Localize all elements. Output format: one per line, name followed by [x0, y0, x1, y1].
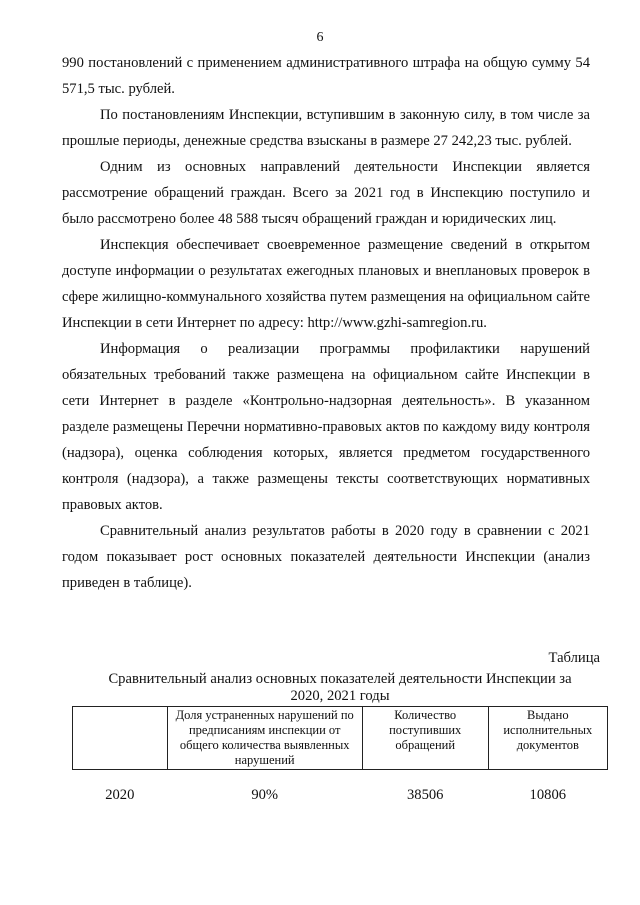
- table-cell-year: 2020: [105, 787, 135, 803]
- page-number: 6: [316, 30, 324, 45]
- table-header-executive-documents: Выдано исполнительных документов: [488, 707, 607, 770]
- paragraph-citizen-appeals: Одним из основных направлений деятельности Инспекции является рассмотрение обращений граждан. Всего за 2021 год в Инспекцию поступило и было рассмотрено более 48 588 тысяч обращений граждан и юридических лиц.: [62, 159, 590, 227]
- table-caption-line1: Сравнительный анализ основных показателей деятельности Инспекции за: [108, 671, 572, 687]
- table-cell-executive-documents: 10806: [529, 787, 567, 803]
- table-header-eliminated-share: Доля устраненных нарушений по предписаниям инспекции от общего количества выявленных нарушений: [167, 707, 362, 770]
- paragraph-publication: Инспекция обеспечивает своевременное размещение сведений в открытом доступе информации о результатах ежегодных плановых и внеплановых проверок в сфере жилищно-коммунального хозяйства путем размещения на официальном сайте Инспекции в сети Интернет по адресу: http://www.gzhi-samregion.ru.: [62, 237, 590, 331]
- table-row: [73, 770, 608, 805]
- table-label: Таблица: [548, 650, 600, 666]
- table-header-year: [73, 707, 168, 770]
- table-header-row: [73, 707, 608, 770]
- table-caption-line2: 2020, 2021 годы: [290, 688, 390, 704]
- comparison-table: [72, 706, 608, 804]
- paragraph-fines: 990 постановлений с применением административного штрафа на общую сумму 54 571,5 тыс. рублей.: [62, 55, 590, 97]
- table-cell-appeals: 38506: [406, 787, 444, 803]
- document-body: [62, 50, 590, 596]
- paragraph-prevention-program: Информация о реализации программы профилактики нарушений обязательных требований также размещена на официальном сайте Инспекции в сети Интернет в разделе «Контрольно-надзорная деятельность». В указанном разделе размещены Перечни нормативно-правовых актов по каждому виду контроля (надзора), оценка соблюдения которых, является предметом государственного контроля (надзора), а также размещены тексты соответствующих нормативных правовых актов.: [62, 341, 590, 513]
- table-cell-eliminated-share: 90%: [251, 787, 279, 803]
- table-header-appeals: Количество поступивших обращений: [362, 707, 488, 770]
- paragraph-collected-funds: По постановлениям Инспекции, вступившим в законную силу, в том числе за прошлые периоды, денежные средства взысканы в размере 27 242,23 тыс. рублей.: [62, 107, 590, 149]
- paragraph-comparative-analysis: Сравнительный анализ результатов работы в 2020 году в сравнении с 2021 годом показывает рост основных показателей деятельности Инспекции (анализ приведен в таблице).: [62, 523, 590, 591]
- table-caption: [100, 671, 580, 705]
